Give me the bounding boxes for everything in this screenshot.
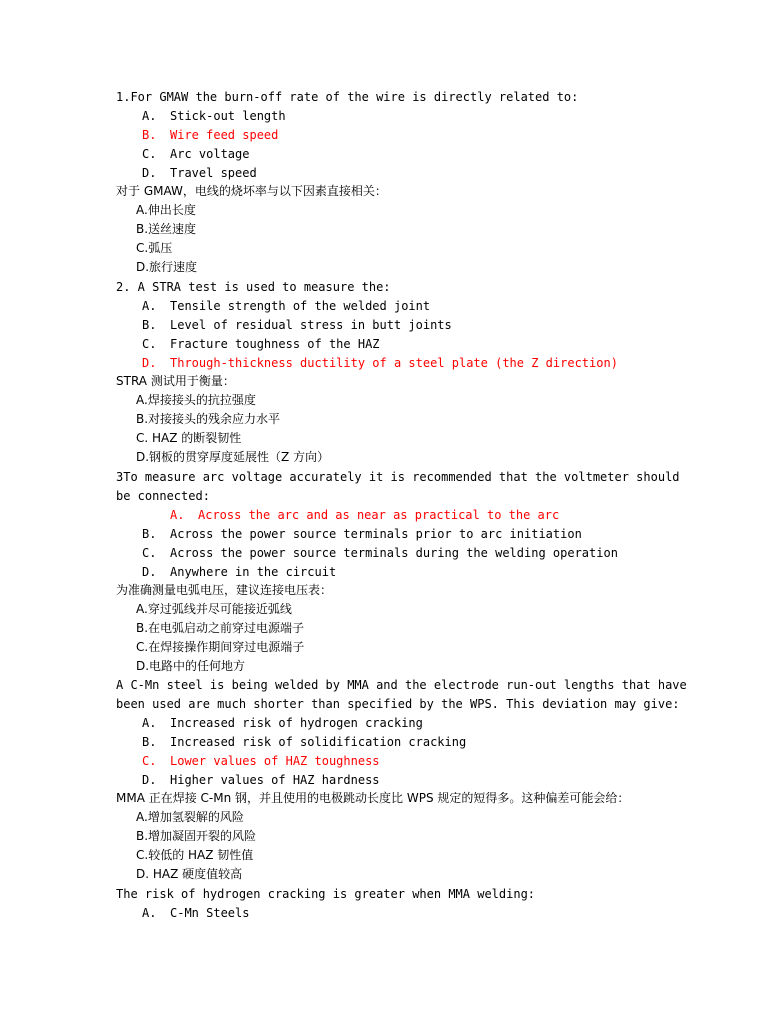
q4-question-line1: A C-Mn steel is being welded by MMA and the electrode run-out lengths that have: [116, 678, 687, 692]
option-text: Across the power source terminals during the welding operation: [170, 546, 618, 560]
q4-question-line2: been used are much shorter than specified by the WPS. This deviation may give:: [116, 697, 680, 711]
option-letter: D.: [142, 773, 157, 787]
q5-question: The risk of hydrogen cracking is greater when MMA welding:: [116, 887, 536, 901]
option-text: Tensile strength of the welded joint: [170, 299, 431, 313]
option-text: Level of residual stress in butt joints: [170, 318, 452, 332]
option-letter: B.: [142, 128, 157, 142]
option-letter: B.: [142, 527, 157, 541]
q3-zh-question: 为准确测量电弧电压，建议连接电压表：: [116, 583, 333, 597]
q4-zh-question: MMA 正在焊接 C-Mn 钢，并且使用的电极跳动长度比 WPS 规定的短得多。这种偏差可能会给：: [116, 791, 630, 805]
q2-zh-option-c: C. HAZ 的断裂韧性: [136, 431, 242, 445]
option-text: Increased risk of hydrogen cracking: [170, 716, 423, 730]
q1-zh-option-d: D.旅行速度: [136, 260, 198, 274]
q5-option-a: [142, 904, 249, 923]
q2-zh-option-d: D.钢板的贯穿厚度延展性（Z 方向）: [136, 450, 330, 464]
q2-zh-question: STRA 测试用于衡量：: [116, 374, 235, 388]
option-text: Stick-out length: [170, 109, 286, 123]
q3-option-b: [142, 525, 582, 544]
q3-option-d: [142, 563, 336, 582]
q3-question-line2: be connected:: [116, 489, 210, 503]
option-letter: C.: [142, 147, 157, 161]
option-letter: C.: [142, 546, 157, 560]
q3-zh-option-d: D.电路中的任何地方: [136, 659, 246, 673]
q1-option-b-answer: [142, 126, 278, 145]
option-text: Wire feed speed: [170, 128, 279, 142]
q2-question: 2. A STRA test is used to measure the:: [116, 280, 391, 294]
q3-option-c: [142, 544, 618, 563]
option-letter: D.: [142, 166, 157, 180]
q2-zh-option-b: B.对接接头的残余应力水平: [136, 412, 281, 426]
option-letter: B.: [142, 735, 157, 749]
option-text: Lower values of HAZ toughness: [170, 754, 380, 768]
option-text: C-Mn Steels: [170, 906, 250, 920]
option-text: Across the power source terminals prior to arc initiation: [170, 527, 582, 541]
option-text: Higher values of HAZ hardness: [170, 773, 380, 787]
q1-option-c: [142, 145, 249, 164]
option-text: Anywhere in the circuit: [170, 565, 337, 579]
option-text: Increased risk of solidification cracking: [170, 735, 467, 749]
q3-zh-option-a: A.穿过弧线并尽可能接近弧线: [136, 602, 292, 616]
option-letter: A.: [142, 109, 157, 123]
option-text: Fracture toughness of the HAZ: [170, 337, 380, 351]
q3-zh-option-c: C.在焊接操作期间穿过电源端子: [136, 640, 305, 654]
q2-option-d-answer: [142, 354, 618, 373]
option-letter: C.: [142, 754, 157, 768]
option-letter: A.: [142, 716, 157, 730]
option-letter: B.: [142, 318, 157, 332]
option-letter: A.: [142, 906, 157, 920]
option-letter: D.: [142, 565, 157, 579]
q4-option-d: [142, 771, 380, 790]
q2-option-a: [142, 297, 430, 316]
q4-option-a: [142, 714, 423, 733]
option-letter: D.: [142, 356, 157, 370]
option-text: Through-thickness ductility of a steel plate (the Z direction): [170, 356, 618, 370]
q2-option-b: [142, 316, 452, 335]
q1-zh-option-c: C.弧压: [136, 241, 173, 255]
q4-zh-option-c: C.较低的 HAZ 韧性值: [136, 848, 254, 862]
q1-zh-option-a: A.伸出长度: [136, 203, 196, 217]
q4-zh-option-d: D. HAZ 硬度值较高: [136, 867, 243, 881]
q2-option-c: [142, 335, 380, 354]
q4-zh-option-a: A.增加氢裂解的风险: [136, 810, 244, 824]
option-text: Travel speed: [170, 166, 257, 180]
q4-zh-option-b: B.增加凝固开裂的风险: [136, 829, 257, 843]
q1-zh-option-b: B.送丝速度: [136, 222, 197, 236]
q1-option-d: [142, 164, 257, 183]
option-text: Across the arc and as near as practical to the arc: [198, 508, 560, 522]
q3-zh-option-b: B.在电弧启动之前穿过电源端子: [136, 621, 305, 635]
option-letter: A.: [170, 508, 185, 522]
q3-option-a-answer: [170, 506, 559, 525]
q1-zh-question: 对于 GMAW，电线的烧坏率与以下因素直接相关：: [116, 184, 387, 198]
q4-option-b: [142, 733, 466, 752]
q1-question: 1.For GMAW the burn-off rate of the wire is directly related to:: [116, 90, 579, 104]
option-letter: C.: [142, 337, 157, 351]
option-text: Arc voltage: [170, 147, 250, 161]
q1-option-a: [142, 107, 286, 126]
q2-zh-option-a: A.焊接接头的抗拉强度: [136, 393, 256, 407]
option-letter: A.: [142, 299, 157, 313]
q3-question-line1: 3To measure arc voltage accurately it is recommended that the voltmeter should: [116, 470, 680, 484]
q4-option-c-answer: [142, 752, 380, 771]
